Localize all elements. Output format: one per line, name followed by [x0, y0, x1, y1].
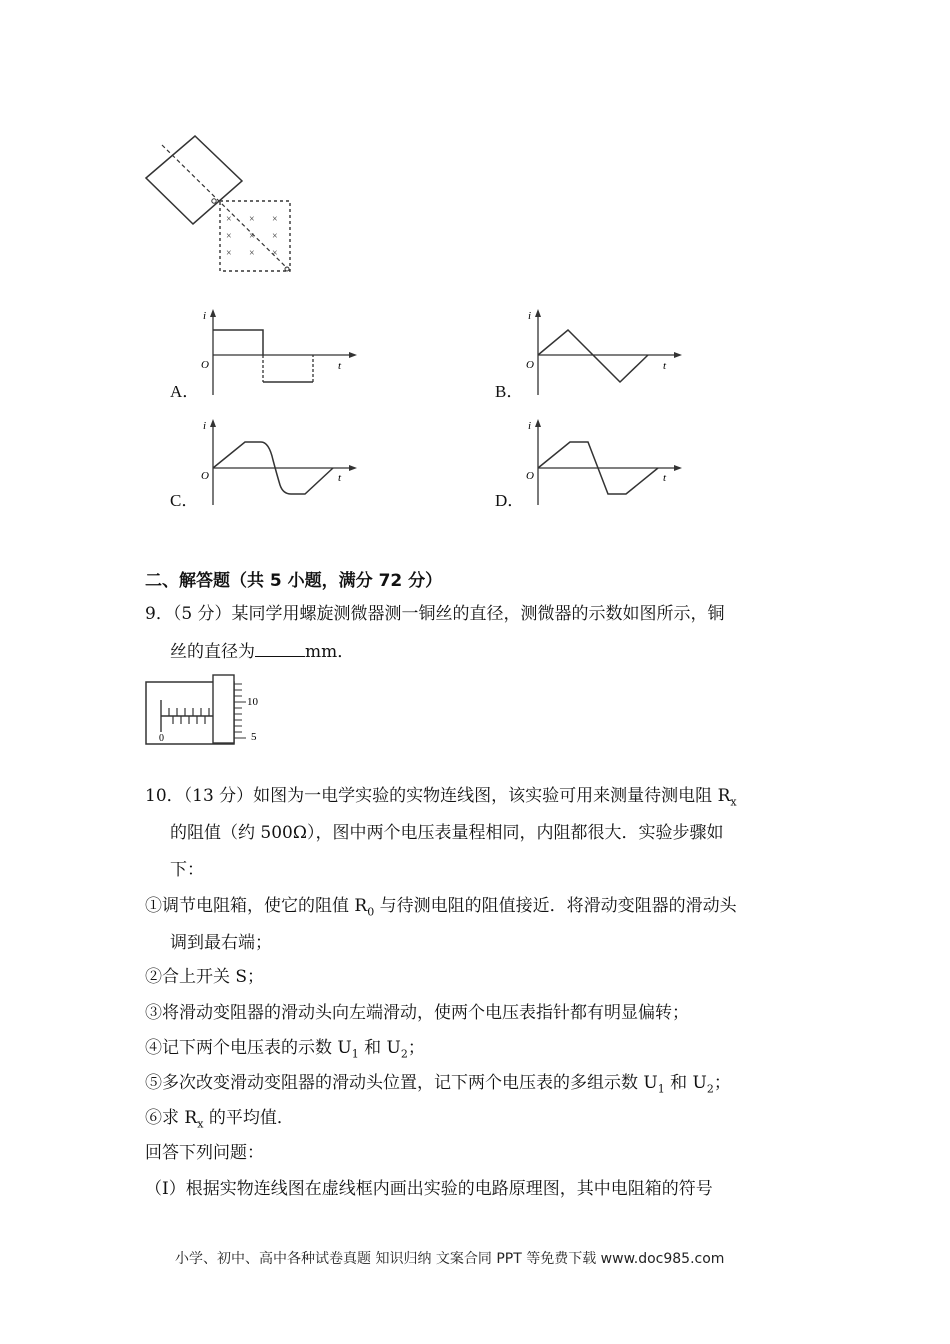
q10-line3: 下：	[170, 860, 204, 880]
svg-text:×: ×	[249, 214, 255, 225]
q10-step2: ②合上开关 S；	[145, 967, 265, 987]
origin-label: O	[201, 470, 209, 482]
svg-text:×: ×	[226, 248, 232, 259]
q9-line1: 9．（5 分）某同学用螺旋测微器测一铜丝的直径，测微器的示数如图所示，铜	[145, 604, 725, 624]
micrometer-figure	[143, 672, 268, 747]
origin-label: O	[201, 359, 209, 371]
axis-t-label: t	[338, 472, 342, 484]
svg-text:×: ×	[249, 231, 255, 242]
axis-i-label: i	[203, 420, 207, 432]
graph-a	[195, 305, 360, 400]
q10-answer-prompt: 回答下列问题：	[145, 1143, 264, 1163]
option-b-label: B．	[495, 382, 524, 401]
graph-b	[520, 305, 685, 400]
square-loop	[146, 136, 242, 224]
q10-part1: （Ⅰ）根据实物连线图在虚线框内画出实验的电路原理图，其中电阻箱的符号	[145, 1179, 713, 1199]
q10-step1b: 调到最右端；	[170, 933, 272, 953]
graph-c	[195, 415, 360, 510]
option-c-label: C．	[170, 491, 199, 510]
q10-step3: ③将滑动变阻器的滑动头向左端滑动，使两个电压表指针都有明显偏转；	[145, 1003, 689, 1023]
axis-i-label: i	[528, 310, 532, 322]
svg-text:×: ×	[272, 248, 278, 259]
micrometer-label-5: 5	[251, 731, 257, 743]
svg-text:×: ×	[226, 231, 232, 242]
axis-t-label: t	[663, 360, 667, 372]
origin-label: O	[526, 359, 534, 371]
graph-d	[520, 415, 685, 510]
axis-i-label: i	[528, 420, 532, 432]
q10-step6: ⑥求 $R_x$ 的平均值．	[145, 1108, 294, 1131]
axis-t-label: t	[338, 360, 342, 372]
q9-line2-post: mm．	[305, 642, 355, 662]
field-crosses	[226, 214, 278, 259]
vertex-point	[212, 199, 216, 203]
micrometer-label-0: 0	[159, 733, 164, 744]
option-a-label: A．	[170, 382, 200, 401]
page-footer: 小学、初中、高中各种试卷真题 知识归纳 文案合同 PPT 等免费下载 www.doc985.com	[175, 1251, 725, 1267]
graph-a-curve	[213, 330, 263, 355]
q9-line2	[170, 640, 354, 663]
section-title: 二、解答题（共 5 小题，满分 72 分）	[145, 571, 443, 591]
q10-step5: ⑤多次改变滑动变阻器的滑动头位置，记下两个电压表的多组示数 $U_1$ 和 $U_2$；	[145, 1073, 731, 1096]
origin-label: O	[526, 470, 534, 482]
q9-line2-pre: 丝的直径为	[170, 642, 255, 662]
svg-text:×: ×	[272, 231, 278, 242]
option-d-label: D．	[495, 491, 525, 510]
svg-text:×: ×	[249, 248, 255, 259]
loop-field-figure	[140, 130, 310, 280]
svg-text:×: ×	[272, 214, 278, 225]
answer-blank[interactable]	[255, 640, 305, 657]
axis-t-label: t	[663, 472, 667, 484]
q10-step1a: ①调节电阻箱，使它的阻值 $R_0$ 与待测电阻的阻值接近．将滑动变阻器的滑动头	[145, 896, 737, 919]
graph-b-curve	[538, 330, 648, 382]
svg-text:×: ×	[226, 214, 232, 225]
axis-i-label: i	[203, 310, 207, 322]
q10-step4: ④记下两个电压表的示数 $U_1$ 和 $U_2$；	[145, 1038, 425, 1061]
micrometer-label-10: 10	[247, 696, 258, 708]
q10-line1: 10．（13 分）如图为一电学实验的实物连线图，该实验可用来测量待测电阻 $R_x$	[145, 786, 737, 809]
micrometer-thimble	[213, 675, 234, 743]
q10-line2: 的阻值（约 500Ω），图中两个电压表量程相同，内阻都很大．实验步骤如	[170, 823, 724, 843]
